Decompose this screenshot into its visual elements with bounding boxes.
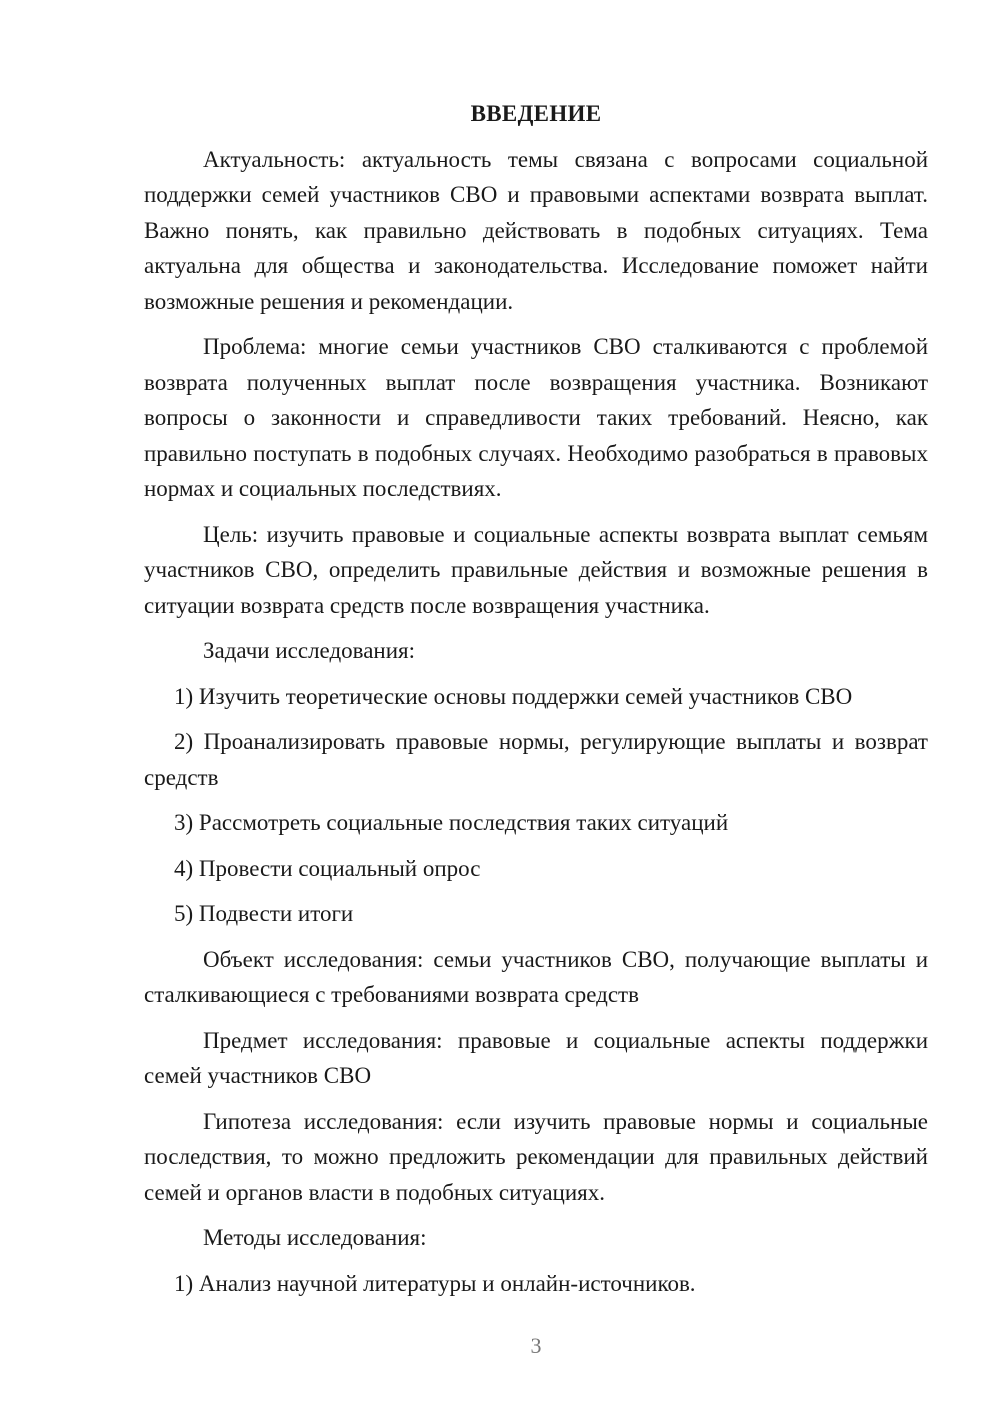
page-number: 3 <box>530 1333 542 1358</box>
problem-paragraph: Проблема: многие семьи участников СВО сталкиваются с проблемой возврата полученных выплат после возвращения участника. Возникают вопросы о законности и справедливости таких требований. Неясно, как правильно поступать в подобных случаях. Необходимо разобраться в правовых нормах и социальных последствиях. <box>144 334 928 501</box>
tasks-heading: Задачи исследования: <box>203 638 416 663</box>
section-title: ВВЕДЕНИЕ <box>470 101 602 126</box>
task-item: 2) Проанализировать правовые нормы, регулирующие выплаты и возврат средств <box>144 729 928 790</box>
subject-paragraph: Предмет исследования: правовые и социальные аспекты поддержки семей участников СВО <box>144 1027 928 1088</box>
relevance-paragraph: Актуальность: актуальность темы связана с вопросами социальной поддержки семей участников СВО и правовыми аспектами возврата выплат. Важно понять, как правильно действовать в подобных ситуациях. Тема актуальна для общества и законодательства. Исследование поможет найти возможные решения и рекомендации. <box>144 146 928 314</box>
task-item: 5) Подвести итоги <box>174 901 354 926</box>
methods-heading: Методы исследования: <box>203 1225 427 1250</box>
method-item: 1) Анализ научной литературы и онлайн-источников. <box>174 1270 696 1296</box>
task-item: 3) Рассмотреть социальные последствия таких ситуаций <box>174 810 729 835</box>
object-paragraph: Объект исследования: семьи участников СВО, получающие выплаты и сталкивающиеся с требованиями возврата средств <box>144 946 928 1007</box>
hypothesis-paragraph: Гипотеза исследования: если изучить правовые нормы и социальные последствия, то можно предложить рекомендации для правильных действий семей и органов власти в подобных ситуациях. <box>144 1108 928 1205</box>
document-page <box>144 96 928 1311</box>
task-item: 4) Провести социальный опрос <box>174 855 481 881</box>
goal-paragraph: Цель: изучить правовые и социальные аспекты возврата выплат семьям участников СВО, определить правильные действия и возможные решения в ситуации возврата средств после возвращения участника. <box>144 521 928 618</box>
task-item: 1) Изучить теоретические основы поддержки семей участников СВО <box>174 683 853 709</box>
